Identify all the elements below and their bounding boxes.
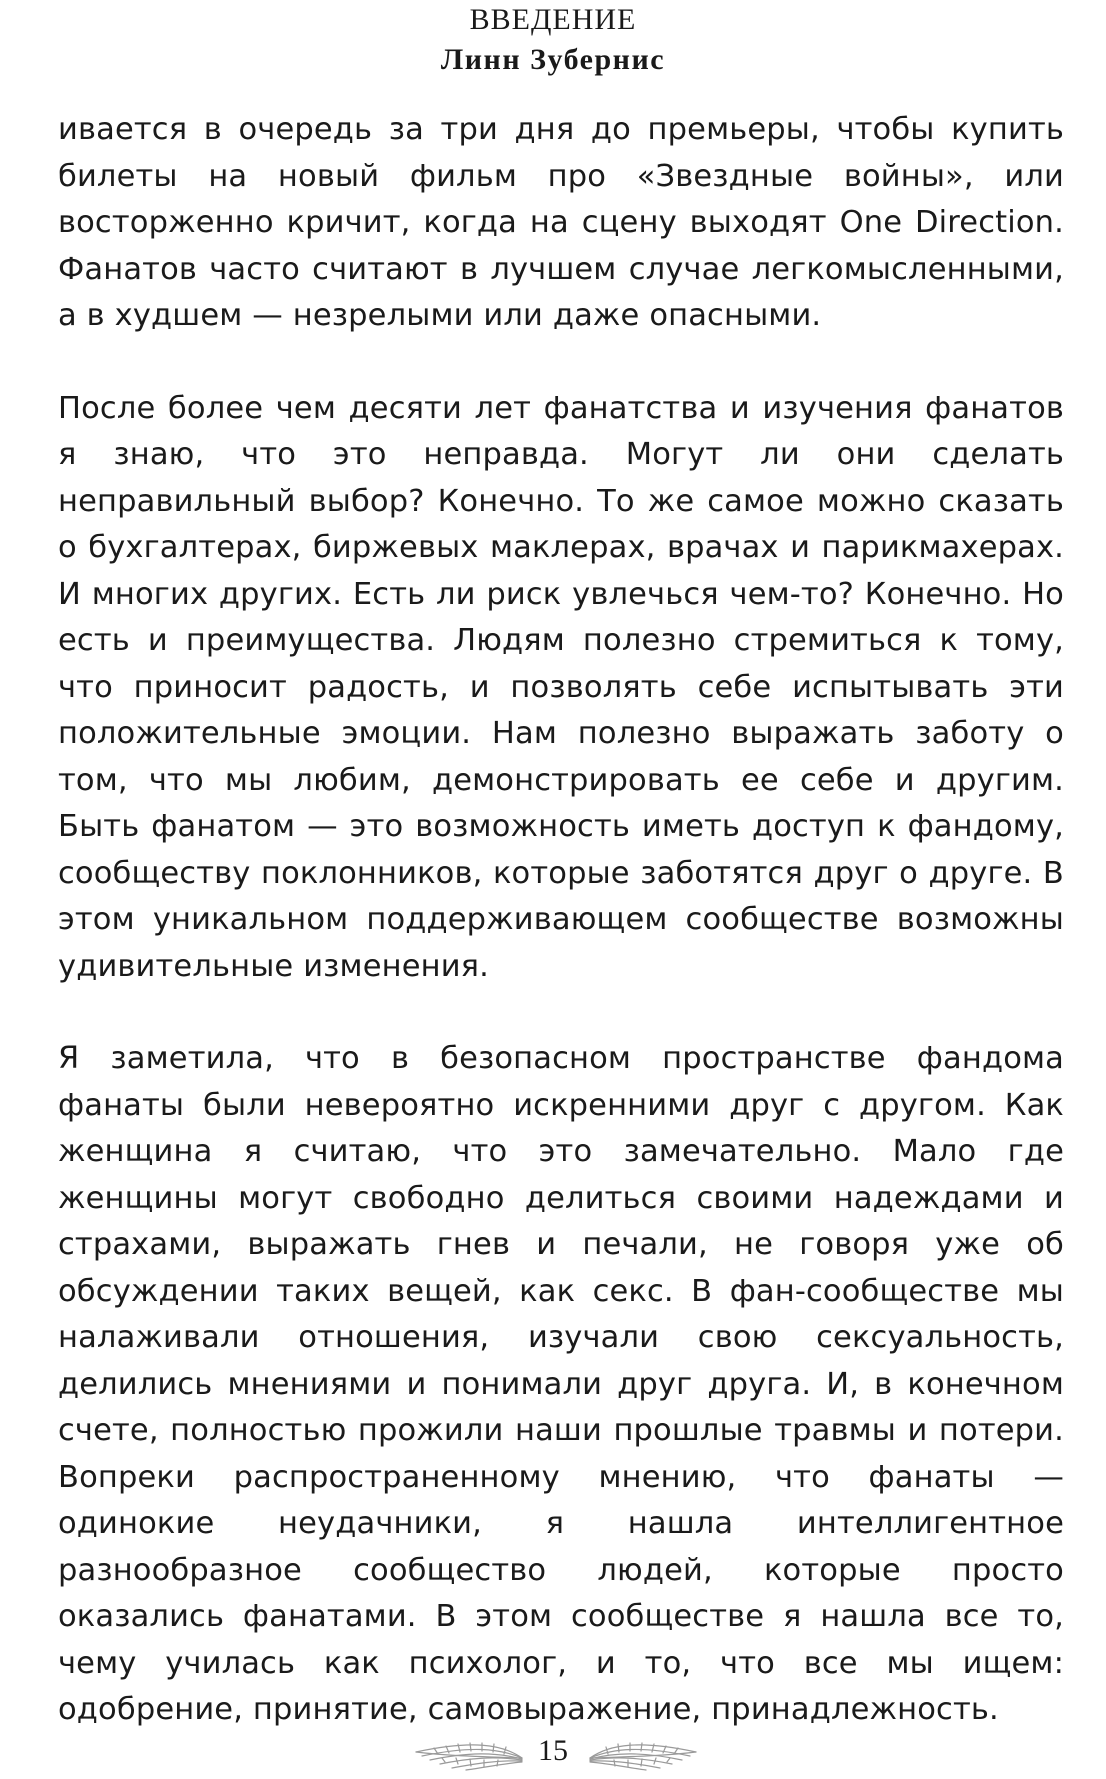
- chapter-title: ВВЕДЕНИЕ: [469, 3, 637, 36]
- running-header: [0, 0, 1106, 80]
- page-body: [58, 107, 1064, 1734]
- page-number: 15: [538, 1734, 568, 1767]
- author-name: Линн Зубернис: [440, 43, 666, 76]
- paragraph-1: ивается в очередь за три дня до премьеры, чтобы купить билеты на новый фильм про «Звездные войны», или восторженно кричит, когда на сцену выходят One Direction. Фанатов часто считают в лучшем случае легкомысленными, а в худшем — незрелыми или даже опасными.: [58, 112, 1064, 333]
- paragraph-3: Я заметила, что в безопасном пространстве фандома фанаты были невероятно искренними друг с другом. Как женщина я считаю, что это замечательно. Мало где женщины могут свободно делиться своими надеждами и страхами, выражать гнев и печали, не говоря уже об обсуждении таких вещей, как секс. В фан-сообществе мы налаживали отношения, изучали свою сексуальность, делились мнениями и понимали друг друга. И, в конечном счете, полностью прожили наши прошлые травмы и потери. Вопреки распространенному мнению, что фанаты — одинокие неудачники, я нашла интеллигентное разнообразное сообщество людей, которые просто оказались фанатами. В этом сообществе я нашла все то, чему училась как психолог, и то, что все мы ищем: одобрение, принятие, самовыражение, принадлежность.: [58, 1041, 1064, 1727]
- page-footer: [0, 1728, 1106, 1774]
- wing-right-icon: [588, 1738, 700, 1772]
- paragraph-2: После более чем десяти лет фанатства и изучения фанатов я знаю, что это неправда. Могут ли они сделать неправильный выбор? Конечно. То же самое можно сказать о бухгалтерах, биржевых маклерах, врачах и парикмахерах. И многих других. Есть ли риск увлечься чем-то? Конечно. Но есть и преимущества. Людям полезно стремиться к тому, что приносит радость, и позволять себе испытывать эти положительные эмоции. Нам полезно выражать заботу о том, что мы любим, демонстрировать ее себе и другим. Быть фанатом — это возможность иметь доступ к фандому, сообществу поклонников, которые заботятся друг о друге. В этом уникальном поддерживающем сообществе возможны удивительные изменения.: [58, 390, 1064, 984]
